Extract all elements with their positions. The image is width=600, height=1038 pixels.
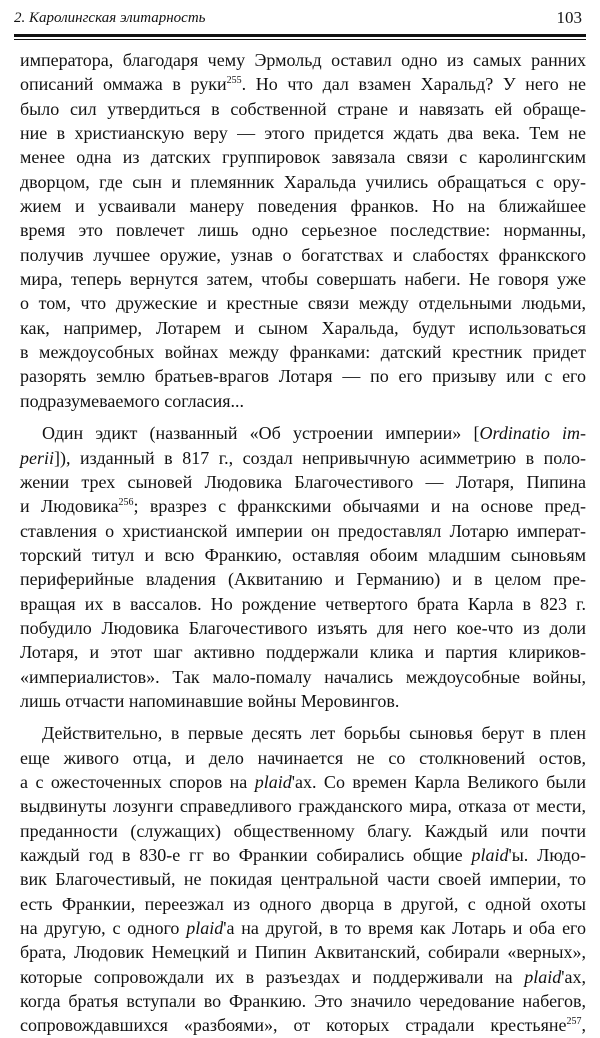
line-text: «империалистов». Так мало-помалу начались междоусобные войны, [20,666,586,687]
line-text: Действительно, в первые десять лет борьбы сыновья берут в плен [42,723,586,744]
text-line [20,819,586,843]
line-text: брата, Людовик Немецкий и Пипин Аквитанский, собирали «верных», [20,942,586,963]
text-line [20,746,586,770]
line-text: было сил утвердиться в собственной стране и навязать ей обраще- [20,98,586,119]
text-line [20,121,586,145]
text-line [20,364,586,388]
line-text: а с ожесточенных споров на [20,771,255,792]
text-line [20,543,586,567]
text-line [20,145,586,169]
paragraph [20,48,586,413]
line-text: побудило Людовика Благочестивого изъять для него кое-что из доли [20,617,586,638]
text-line [20,194,586,218]
italic-term: plaid [524,966,562,987]
text-line [20,640,586,664]
line-text: на другую, с одного [20,918,187,939]
text-line [20,721,586,745]
text-line [20,389,586,413]
line-text: ние в христианскую веру — этого придется ждать два века. Тем не [20,123,586,144]
line-text: Один эдикт (названный «Об устроении империи» [ [42,423,480,444]
text-line [20,446,586,470]
paragraph-gap [20,413,586,421]
line-text: каждый год в 830-е гг во Франкии собирались общие [20,845,472,865]
footnote-ref: 256 [118,497,134,509]
text-line [20,592,586,616]
line-text: и Людовика [20,496,119,517]
text-line [20,291,586,315]
text-line [20,97,586,121]
text-line [20,1013,586,1037]
line-text: о том, что дружеские и крестные связи между отдельными людьми, [20,293,586,314]
line-text: ]), изданный в 817 г., создал непривычную асимметрию в поло- [54,447,586,468]
text-line [20,616,586,640]
line-text: когда братья вступали во Франкию. Это значило чередование набегов, [20,991,586,1012]
text-line [20,892,586,916]
text-line [20,72,586,96]
header-rule-thick [14,34,586,37]
italic-term: plaid [254,771,292,792]
text-line [20,689,586,713]
line-text: 'ы. Людо- [508,845,587,865]
line-text: описаний оммажа в руки [20,74,227,95]
text-line [20,965,586,989]
line-text: менее одна из датских группировок завязала связи с каролингским [20,147,586,168]
text-line [20,421,586,445]
body-text [20,48,586,1038]
line-text: разорять землю братьев-врагов Лотаря — по его призыву или с его [20,366,586,387]
paragraph-gap [20,713,586,721]
running-head: 2. Каролингская элитарность [14,10,206,26]
text-line [20,794,586,818]
line-text: императора, благодаря чему Эрмольд оставил одно из самых ранних [20,50,586,70]
text-line [20,218,586,242]
line-text: сопровождавшихся «разбоями», от которых страдали крестьяне [20,1015,567,1036]
line-text: ставления о христианской империи он предоставлял Лотарю императ- [20,520,586,541]
text-line [20,48,586,72]
line-text: 'ах, [561,966,586,987]
line-text: жении трех сыновей Людовика Благочестивого — Лотаря, Пипина [20,471,586,492]
page-header [14,2,586,32]
text-line [20,843,586,867]
italic-term: plaid [186,918,224,939]
italic-term: plaid [471,845,509,865]
footnote-ref: 255 [226,75,242,87]
line-text: получив лучшее оружие, узнав о богатствах и слабостях франкского [20,244,586,265]
paragraph [20,421,586,713]
text-line [20,916,586,940]
text-line [20,316,586,340]
line-text: как, например, Лотарем и сыном Харальда, будут использоваться [20,317,586,338]
text-line [20,340,586,364]
line-text: жием и усваивали манеру поведения франков. Но на ближайшее [20,196,586,217]
line-text: подразумеваемого согласия... [20,390,245,411]
line-text: торский титул и всю Франкию, оставляя обоим младшим сыновьям [20,544,586,565]
text-line [20,519,586,543]
line-text: выдвинуты лозунги справедливого гражданского мира, отказа от мести, [20,796,586,817]
line-text: вращая их в вассалов. Но рождение четвертого брата Карла в 823 г. [20,593,586,614]
text-line [20,170,586,194]
line-text: дворцом, где сын и племянник Харальда учились обращаться с ору- [20,171,586,192]
line-text: 'ах. Со времен Карла Великого были [291,771,586,792]
text-line [20,989,586,1013]
line-text: , [581,1015,586,1036]
line-text: преданности (служащих) общественному благу. Каждый или почти [20,820,586,841]
header-rule-thin [14,39,586,40]
text-line [20,267,586,291]
italic-term: perii [20,447,54,468]
line-text: лишь отчасти напоминавшие войны Меровингов. [20,690,400,711]
line-text: вик Благочестивый, не покидая центральной части своей империи, то [20,869,586,890]
text-line [20,470,586,494]
line-text: есть Франкии, переезжал из одного дворца в другой, с одной охоты [20,893,586,914]
line-text: . Но что дал взамен Харальд? У него не [241,74,587,95]
line-text: которые сопровождали их в разъездах и поддерживали на [20,966,525,987]
line-text: в междоусобных войнах между франками: датский крестник придет [20,342,586,363]
line-text: Лотаря, и этот шаг активно поддержали клика и партия клириков- [20,642,586,663]
line-text: мира, теперь вернутся затем, чтобы совершать набеги. Не говоря уже [20,269,586,290]
text-line [20,567,586,591]
text-line [20,867,586,891]
line-text: периферийные владения (Аквитанию и Германию) и в целом пре- [20,569,586,590]
line-text: ; вразрез с франкскими обычаями и на основе пред- [133,496,586,517]
line-text: 'а на другой, в то время как Лотарь и оба его [223,918,586,939]
text-line [20,243,586,267]
page-number: 103 [556,8,582,27]
italic-term: Ordinatio im- [479,423,587,444]
text-line [20,665,586,689]
text-line [20,770,586,794]
line-text: еще живого отца, и дело начинается не со столкновений остов, [20,747,586,768]
text-line [20,494,586,518]
line-text: время это повлечет лишь одно серьезное последствие: норманны, [20,220,586,241]
paragraph [20,721,586,1037]
footnote-ref: 257 [566,1016,582,1028]
